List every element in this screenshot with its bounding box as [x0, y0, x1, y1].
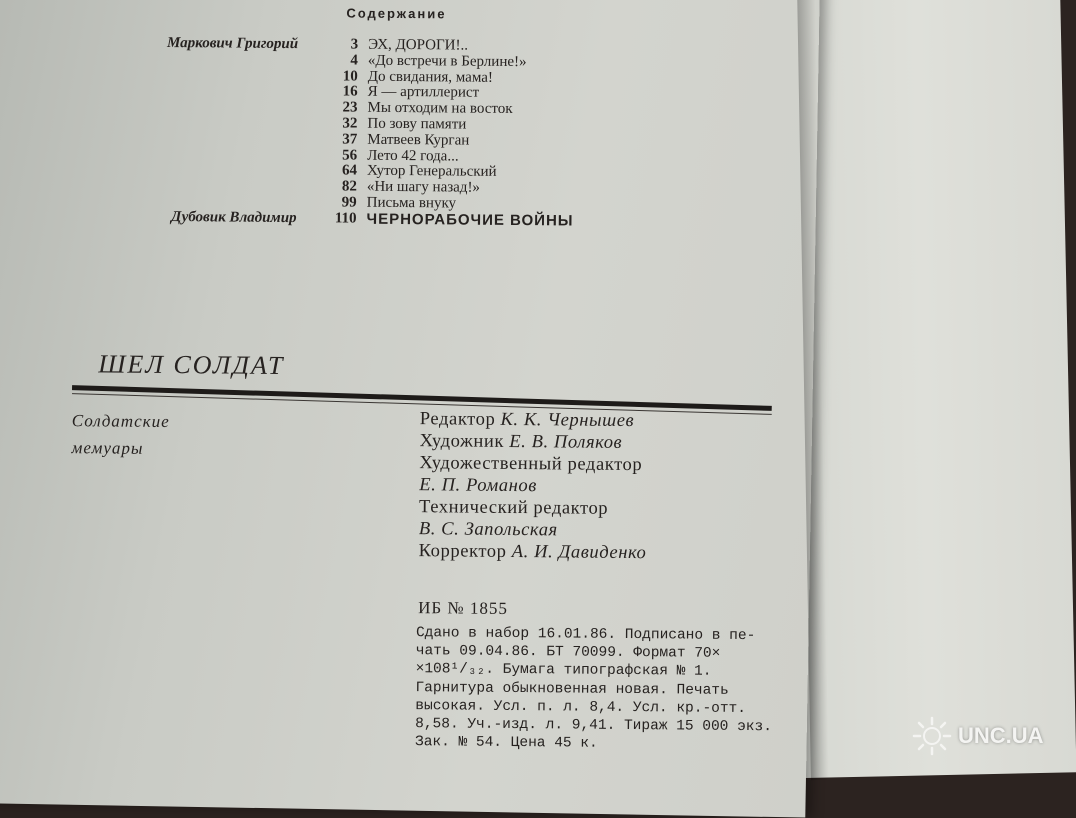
credit-person: К. К. Чернышев	[500, 409, 635, 432]
watermark-text: UNC.UA	[958, 723, 1044, 748]
series-name	[71, 407, 169, 462]
credit-role: Технический редактор	[418, 497, 609, 519]
toc-page-number: 4	[350, 52, 359, 69]
credit-line	[419, 518, 647, 542]
imprint-line: Зак. № 54. Цена 45 к.	[414, 734, 598, 752]
toc-page-number: 64	[341, 162, 358, 179]
credit-line	[419, 496, 647, 520]
credit-line	[420, 430, 648, 454]
toc-page-number: 10	[342, 68, 358, 85]
toc-page-number: 56	[342, 147, 358, 164]
toc-author	[103, 51, 318, 69]
imprint-line: высокая. Усл. п. л. 8,4. Усл. кр.-отт.	[415, 697, 747, 717]
toc-heading: Содержание	[346, 5, 447, 22]
toc-page-number: 37	[342, 131, 358, 148]
credit-person: Е. П. Романов	[419, 475, 537, 497]
imprint-line: чать 09.04.86. БТ 70099. Формат 70×	[415, 643, 721, 663]
table-of-contents	[102, 35, 704, 230]
toc-title: «Ни шагу назад!»	[366, 178, 481, 196]
toc-title: Мы отходим на восток	[367, 99, 513, 118]
toc-author: Маркович Григорий	[167, 34, 299, 53]
imprint-line: Гарнитура обыкновенная новая. Печать	[415, 679, 729, 699]
toc-title: Лето 42 года...	[367, 147, 459, 165]
credit-line	[420, 408, 648, 432]
credit-person: А. И. Давиденко	[511, 541, 647, 564]
toc-page-number: 3	[350, 36, 359, 53]
imprint-line: Сдано в набор 16.01.86. Подписано в пе-	[415, 625, 756, 645]
toc-title: ЭХ, ДОРОГИ!..	[368, 36, 469, 54]
toc-title: «До встречи в Берлине!»	[367, 52, 527, 70]
toc-author	[102, 130, 317, 148]
toc-author	[102, 114, 317, 132]
toc-author	[103, 83, 318, 101]
toc-author	[102, 99, 317, 117]
toc-page-number: 23	[342, 99, 358, 116]
series-line: Солдатские	[71, 411, 170, 431]
toc-author	[103, 67, 318, 85]
toc-title: Матвеев Курган	[367, 131, 470, 149]
credits-block	[419, 408, 648, 564]
ib-number: ИБ № 1855	[418, 598, 509, 618]
toc-author: Дубовик Владимир	[170, 208, 297, 226]
book-title: ШЕЛ СОЛДАТ	[98, 349, 285, 380]
toc-author	[102, 146, 317, 164]
imprint-block	[415, 624, 816, 755]
series-line: мемуары	[71, 438, 144, 458]
credit-role: Художник	[419, 431, 505, 452]
toc-title: До свидания, мама!	[367, 68, 493, 86]
toc-page-number: 82	[341, 178, 357, 195]
toc-title: Я — артиллерист	[367, 84, 480, 102]
credit-person: Е. В. Поляков	[509, 431, 623, 453]
title-rule-thick	[72, 385, 772, 411]
watermark	[912, 716, 1044, 756]
toc-page-number: 32	[342, 115, 358, 132]
toc-title: ЧЕРНОРАБОЧИЕ ВОЙНЫ	[366, 210, 574, 230]
imprint-line: ×108¹/₃₂. Бумага типографская № 1.	[415, 661, 712, 681]
toc-title: По зову памяти	[367, 115, 467, 133]
toc-title: Письма внуку	[366, 194, 457, 212]
credit-role: Редактор	[419, 409, 496, 430]
sun-logo-icon	[912, 716, 952, 756]
toc-page-number: 110	[334, 210, 357, 227]
credit-line	[419, 452, 647, 476]
toc-page-number: 16	[342, 83, 358, 101]
toc-page-number: 99	[341, 194, 357, 211]
credit-role: Художественный редактор	[419, 453, 643, 476]
credit-role: Корректор	[418, 541, 507, 562]
toc-title: Хутор Генеральский	[366, 163, 497, 181]
toc-author	[102, 178, 317, 196]
credit-line	[419, 474, 647, 498]
credit-line	[419, 540, 647, 564]
imprint-line: 8,58. Уч.-изд. л. 9,41. Тираж 15 000 экз.	[415, 716, 772, 736]
toc-author	[102, 162, 317, 180]
credit-person: В. С. Запольская	[418, 519, 558, 541]
